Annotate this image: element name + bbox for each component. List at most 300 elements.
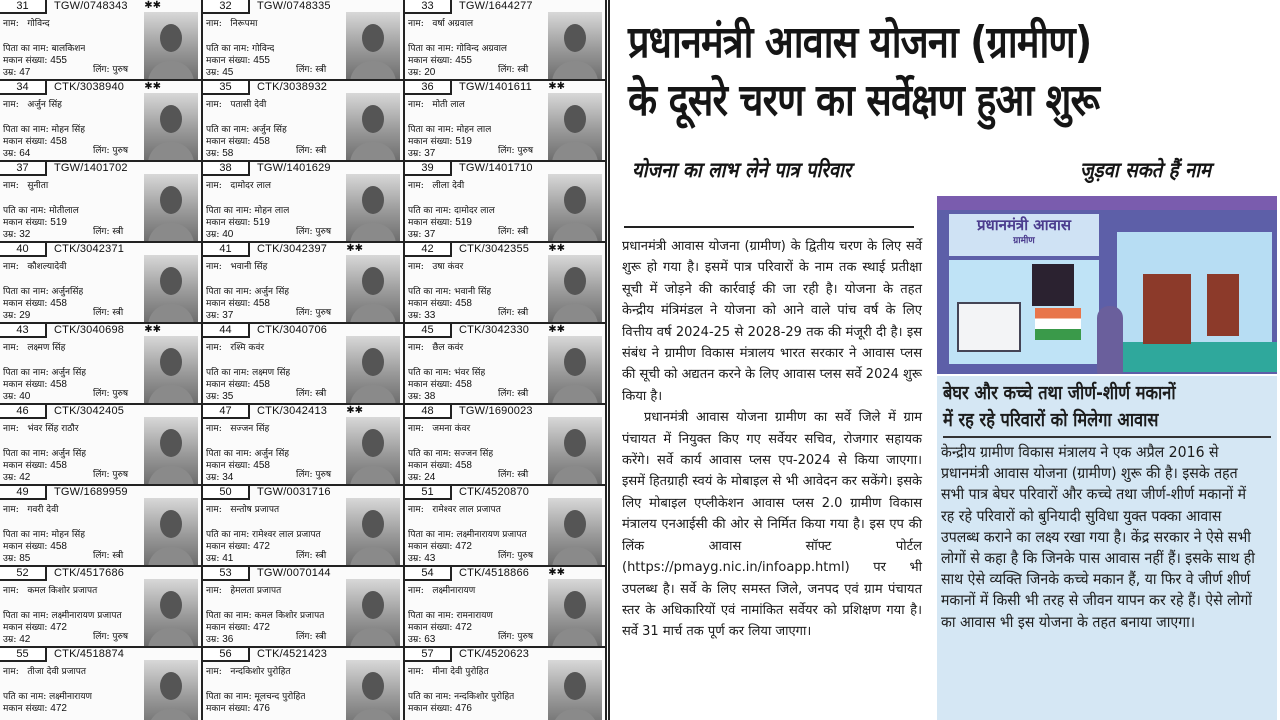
voter-name: नाम: निरूपमा — [206, 19, 258, 29]
epic-number: CTK/3038940 — [54, 81, 125, 93]
relation-name: पति का नाम: गोविन्द — [206, 44, 275, 54]
voter-card — [203, 324, 405, 405]
serial-number: 48 — [405, 405, 452, 419]
photo-body-shape — [350, 628, 396, 646]
epic-number: CTK/4521423 — [257, 648, 328, 660]
house-number: मकान संख्या: 519 — [3, 217, 67, 228]
serial-number: 57 — [405, 648, 452, 662]
epic-number: CTK/3040698 — [54, 324, 125, 336]
voter-gender: लिंग: स्त्री — [93, 227, 124, 237]
voter-gender: लिंग: स्त्री — [498, 65, 529, 75]
photo-body-shape — [350, 142, 396, 160]
photo-body-shape — [552, 142, 598, 160]
relation-name: पिता का नाम: अर्जुन सिंह — [3, 449, 87, 459]
photo-head-shape — [160, 591, 182, 619]
voter-gender: लिंग: पुरुष — [93, 389, 129, 399]
photo-head-shape — [362, 267, 384, 295]
photo-body-shape — [148, 223, 194, 241]
photo-body-shape — [552, 466, 598, 484]
voter-card — [0, 648, 203, 720]
photo-body-shape — [552, 304, 598, 322]
house-roof — [937, 196, 1277, 210]
voter-name: नाम: गवरी देवी — [3, 505, 59, 515]
voter-age: उम्र: 20 — [408, 67, 436, 78]
serial-number: 54 — [405, 567, 452, 581]
serial-number: 53 — [203, 567, 250, 581]
epic-number: TGW/0748335 — [257, 0, 331, 12]
voter-name: नाम: गोविन्द — [3, 19, 50, 29]
voter-photo — [346, 255, 400, 322]
sidebar-title: बेघर और कच्चे तथा जीर्ण-शीर्ण मकानों में रह रहे परिवारों को मिलेगा आवास — [943, 382, 1176, 431]
relation-name: पिता का नाम: कमल किशोर प्रजापत — [206, 611, 325, 621]
voter-age: उम्र: 42 — [3, 634, 31, 645]
house-number: मकान संख्या: 455 — [206, 55, 270, 66]
relation-name: पति का नाम: सज्जन सिंह — [408, 449, 494, 459]
photo-head-shape — [362, 105, 384, 133]
house-number: मकान संख्या: 458 — [408, 379, 472, 390]
serial-number: 51 — [405, 486, 452, 500]
voter-gender: लिंग: पुरुष — [93, 632, 129, 642]
voter-age: उम्र: 37 — [408, 148, 436, 159]
voter-card — [203, 81, 405, 162]
voter-gender: लिंग: स्त्री — [498, 470, 529, 480]
voter-card — [203, 648, 405, 720]
voter-name: नाम: मीना देवी पुरोहित — [408, 667, 489, 677]
photo-body-shape — [148, 304, 194, 322]
photo-body-shape — [552, 709, 598, 720]
voter-card — [405, 162, 607, 243]
photo-body-shape — [350, 709, 396, 720]
photo-head-shape — [160, 672, 182, 700]
voter-photo — [548, 579, 602, 646]
house-door — [1143, 274, 1191, 344]
photo-head-shape — [564, 348, 586, 376]
serial-number: 45 — [405, 324, 452, 338]
sidebar-body: केन्द्रीय ग्रामीण विकास मंत्रालय ने एक अप्रैल 2016 से प्रधानमंत्री आवास योजना (ग्रामीण) शुरू की है। इसके तहत सभी पात्र बेघर परिवारों और कच्चे तथा जीर्ण-शीर्ण मकानों में रह रहे परिवारों को बुनियादी सुविधा युक्त पक्का आवास उपलब्ध कराने का लक्ष्य रखा गया है। केंद्र सरकार ने ऐसे सभी लोगों से कहा है कि जिनके पास आवास नहीं हैं। इसके साथ ही साथ ऐसे व्यक्ति जिनके कच्चे मकान हैं, या फिर वे जीर्ण शीर्ण मकानों में किसी भी तरह से जीवन यापन कर रहे हैं। ऐसे लोगों का आवास भी इस योजना के तहत बनाया जाएगा। — [941, 443, 1255, 631]
voter-gender: लिंग: पुरुष — [296, 308, 332, 318]
house-number: मकान संख्या: 458 — [408, 460, 472, 471]
subheading-left: योजना का लाभ लेने पात्र परिवार — [632, 158, 852, 182]
voter-photo — [346, 579, 400, 646]
voter-list-grid — [0, 0, 610, 720]
serial-number: 38 — [203, 162, 250, 176]
photo-head-shape — [160, 267, 182, 295]
voter-gender: लिंग: स्त्री — [498, 308, 529, 318]
epic-number: CTK/4517686 — [54, 567, 125, 579]
photo-body-shape — [148, 142, 194, 160]
voter-gender: लिंग: स्त्री — [296, 551, 327, 561]
house-number: मकान संख्या: 455 — [3, 55, 67, 66]
photo-body-shape — [350, 304, 396, 322]
voter-gender: लिंग: स्त्री — [93, 308, 124, 318]
voter-gender: लिंग: स्त्री — [296, 146, 327, 156]
voter-gender: लिंग: स्त्री — [93, 551, 124, 561]
epic-number: CTK/4520623 — [459, 648, 530, 660]
voter-card — [405, 0, 607, 81]
voter-name: नाम: लीला देवी — [408, 181, 465, 191]
serial-number: 55 — [0, 648, 47, 662]
duplicate-mark-icon: ✱✱ — [548, 324, 565, 335]
voter-age: उम्र: 63 — [408, 634, 436, 645]
epic-number: CTK/3042413 — [257, 405, 328, 417]
photo-head-shape — [564, 510, 586, 538]
photo-head-shape — [362, 348, 384, 376]
house-number: मकान संख्या: 472 — [3, 703, 67, 714]
voter-age: उम्र: 37 — [206, 310, 234, 321]
house-number: मकान संख्या: 458 — [3, 379, 67, 390]
relation-name: पिता का नाम: अर्जुन सिंह — [3, 368, 87, 378]
photo-body-shape — [552, 628, 598, 646]
voter-name: नाम: छैल कवंर — [408, 343, 464, 353]
serial-number: 36 — [405, 81, 452, 95]
photo-head-shape — [564, 267, 586, 295]
voter-gender: लिंग: पुरुष — [93, 65, 129, 75]
voter-photo — [144, 12, 198, 79]
voter-gender: लिंग: स्त्री — [498, 227, 529, 237]
photo-body-shape — [350, 61, 396, 79]
voter-gender: लिंग: स्त्री — [296, 65, 327, 75]
serial-number: 33 — [405, 0, 452, 14]
photo-head-shape — [160, 429, 182, 457]
voter-photo — [144, 498, 198, 565]
serial-number: 42 — [405, 243, 452, 257]
voter-photo — [144, 93, 198, 160]
voter-age: उम्र: 40 — [206, 229, 234, 240]
house-number: मकान संख्या: 519 — [408, 136, 472, 147]
photo-head-shape — [362, 510, 384, 538]
photo-body-shape — [552, 385, 598, 403]
voter-name: नाम: पतासी देवी — [206, 100, 267, 110]
duplicate-mark-icon: ✱✱ — [548, 243, 565, 254]
voter-name: नाम: रामेश्वर लाल प्रजापत — [408, 505, 501, 515]
epic-number: TGW/1401629 — [257, 162, 331, 174]
voter-card — [203, 162, 405, 243]
house-window — [1032, 264, 1074, 306]
photo-head-shape — [564, 591, 586, 619]
photo-head-shape — [564, 24, 586, 52]
voter-card — [0, 162, 203, 243]
house-number: मकान संख्या: 476 — [408, 703, 472, 714]
epic-number: CTK/3040706 — [257, 324, 328, 336]
voter-gender: लिंग: स्त्री — [498, 389, 529, 399]
voter-age: उम्र: 35 — [206, 391, 234, 402]
voter-photo — [346, 417, 400, 484]
voter-card — [203, 0, 405, 81]
house-number: मकान संख्या: 472 — [408, 622, 472, 633]
voter-age: उम्र: 64 — [3, 148, 31, 159]
photo-head-shape — [564, 186, 586, 214]
house-sign: प्रधानमंत्री आवास ग्रामीण — [949, 214, 1099, 256]
epic-number: CTK/3042397 — [257, 243, 328, 255]
voter-photo — [144, 660, 198, 720]
epic-number: TGW/0031716 — [257, 486, 331, 498]
voter-age: उम्र: 45 — [206, 67, 234, 78]
relation-name: पति का नाम: भवानी सिंह — [408, 287, 492, 297]
voter-photo — [144, 174, 198, 241]
photo-head-shape — [362, 24, 384, 52]
voter-card — [0, 405, 203, 486]
column-divider-rule — [624, 226, 914, 228]
photo-body-shape — [552, 61, 598, 79]
voter-photo — [548, 336, 602, 403]
epic-number: TGW/0070144 — [257, 567, 331, 579]
voter-name: नाम: तीजा देवी प्रजापत — [3, 667, 87, 677]
voter-photo — [548, 174, 602, 241]
voter-card — [405, 648, 607, 720]
house-number: मकान संख्या: 458 — [3, 298, 67, 309]
epic-number: CTK/4520870 — [459, 486, 530, 498]
voter-name: नाम: कौशल्यादेवी — [3, 262, 67, 272]
voter-name: नाम: भवानी सिंह — [206, 262, 268, 272]
voter-name: नाम: भंवर सिंह राठौर — [3, 424, 79, 434]
relation-name: पिता का नाम: लक्ष्मीनारायण प्रजापत — [3, 611, 122, 621]
voter-card — [0, 486, 203, 567]
photo-head-shape — [362, 186, 384, 214]
photo-body-shape — [552, 547, 598, 565]
photo-body-shape — [350, 385, 396, 403]
house-number: मकान संख्या: 472 — [3, 622, 67, 633]
voter-photo — [548, 255, 602, 322]
photo-body-shape — [148, 61, 194, 79]
voter-age: उम्र: 29 — [3, 310, 31, 321]
voter-gender: लिंग: पुरुष — [498, 551, 534, 561]
voter-age: उम्र: 24 — [408, 472, 436, 483]
epic-number: CTK/3042330 — [459, 324, 530, 336]
epic-number: TGW/1644277 — [459, 0, 533, 12]
voter-gender: लिंग: पुरुष — [498, 146, 534, 156]
voter-age: उम्र: 40 — [3, 391, 31, 402]
voter-age: उम्र: 37 — [408, 229, 436, 240]
house-number: मकान संख्या: 476 — [206, 703, 270, 714]
voter-age: उम्र: 42 — [3, 472, 31, 483]
voter-photo — [548, 12, 602, 79]
photo-body-shape — [148, 385, 194, 403]
photo-head-shape — [160, 510, 182, 538]
voter-card — [0, 243, 203, 324]
voter-name: नाम: लक्ष्मण सिंह — [3, 343, 66, 353]
voter-card — [0, 324, 203, 405]
voter-card — [405, 324, 607, 405]
voter-age: उम्र: 58 — [206, 148, 234, 159]
voter-photo — [144, 255, 198, 322]
voter-gender: लिंग: पुरुष — [498, 632, 534, 642]
serial-number: 31 — [0, 0, 47, 14]
relation-name: पति का नाम: लक्ष्मण सिंह — [206, 368, 291, 378]
voter-card — [203, 243, 405, 324]
photo-head-shape — [362, 672, 384, 700]
voter-card — [405, 243, 607, 324]
voter-card — [405, 486, 607, 567]
voter-photo — [548, 417, 602, 484]
photo-body-shape — [148, 709, 194, 720]
serial-number: 46 — [0, 405, 47, 419]
serial-number: 49 — [0, 486, 47, 500]
relation-name: पति का नाम: अर्जुन सिंह — [206, 125, 287, 135]
voter-age: उम्र: 41 — [206, 553, 234, 564]
serial-number: 34 — [0, 81, 47, 95]
house-number: मकान संख्या: 519 — [408, 217, 472, 228]
epic-number: CTK/4518874 — [54, 648, 125, 660]
person-figure — [1097, 306, 1123, 374]
epic-number: TGW/1689959 — [54, 486, 128, 498]
voter-name: नाम: कमल किशोर प्रजापत — [3, 586, 98, 596]
voter-age: उम्र: 32 — [3, 229, 31, 240]
house-wall-right — [1117, 232, 1272, 352]
voter-name: नाम: सन्तोष प्रजापत — [206, 505, 280, 515]
epic-number: CTK/4518866 — [459, 567, 530, 579]
duplicate-mark-icon: ✱✱ — [144, 81, 161, 92]
voter-name: नाम: दामोदर लाल — [206, 181, 272, 191]
voter-card — [0, 0, 203, 81]
voter-name: नाम: वर्षा अग्रवाल — [408, 19, 474, 29]
relation-name: पति का नाम: लक्ष्मीनारायण — [3, 692, 93, 702]
epic-number: CTK/3042371 — [54, 243, 125, 255]
voter-gender: लिंग: पुरुष — [296, 470, 332, 480]
house-number: मकान संख्या: 458 — [3, 541, 67, 552]
voter-age: उम्र: 34 — [206, 472, 234, 483]
relation-name: पिता का नाम: रामनारायण — [408, 611, 493, 621]
relation-name: पिता का नाम: अर्जुनसिंह — [3, 287, 84, 297]
photo-head-shape — [160, 348, 182, 376]
sidebar-title-underline — [943, 436, 1271, 438]
serial-number: 50 — [203, 486, 250, 500]
voter-age: उम्र: 33 — [408, 310, 436, 321]
voter-card — [405, 405, 607, 486]
relation-name: पिता का नाम: मोहन लाल — [408, 125, 492, 135]
voter-photo — [548, 498, 602, 565]
article-headline — [628, 14, 1178, 130]
voter-age: उम्र: 47 — [3, 67, 31, 78]
house-plaque — [957, 302, 1021, 352]
relation-name: पिता का नाम: मोहन लाल — [206, 206, 290, 216]
photo-body-shape — [148, 628, 194, 646]
voter-photo — [144, 417, 198, 484]
epic-number: CTK/3042355 — [459, 243, 530, 255]
voter-name: नाम: अर्जुन सिंह — [3, 100, 62, 110]
serial-number: 41 — [203, 243, 250, 257]
relation-name: पिता का नाम: अर्जुन सिंह — [206, 449, 290, 459]
house-number: मकान संख्या: 458 — [206, 379, 270, 390]
relation-name: पिता का नाम: मोहन सिंह — [3, 125, 86, 135]
duplicate-mark-icon: ✱✱ — [548, 567, 565, 578]
duplicate-mark-icon: ✱✱ — [144, 324, 161, 335]
duplicate-mark-icon: ✱✱ — [548, 81, 565, 92]
duplicate-mark-icon: ✱✱ — [346, 243, 363, 254]
voter-photo — [548, 93, 602, 160]
photo-body-shape — [552, 223, 598, 241]
house-number: मकान संख्या: 458 — [3, 136, 67, 147]
duplicate-mark-icon: ✱✱ — [144, 0, 161, 11]
serial-number: 37 — [0, 162, 47, 176]
photo-head-shape — [160, 186, 182, 214]
serial-number: 32 — [203, 0, 250, 14]
voter-gender: लिंग: स्त्री — [296, 632, 327, 642]
photo-head-shape — [564, 672, 586, 700]
article-paragraph-1: प्रधानमंत्री आवास योजना (ग्रामीण) के द्वितीय चरण के लिए सर्वे शुरू हो गया है। इसमें पात्र परिवारों के नाम तक स्थाई प्रतीक्षा सूची में जोड़ने की कार्रवाई की जा रही है। योजना के तहत केन्द्रीय मंत्रिमंडल ने योजना को आने वाले पांच वर्ष के लिए वित्तीय वर्ष 2024-25 से 2028-29 तक की मंजूरी दी है। इस संबंध ने ग्रामीण विकास मंत्रालय भारत सरकार ने आवास प्लस की सूची को अद्यतन करने के लिए आवास प्लस सर्वे 2024 शुरू किया है। — [622, 239, 922, 404]
news-article — [612, 0, 1280, 720]
relation-name: पिता का नाम: लक्ष्मीनारायण प्रजापत — [408, 530, 527, 540]
relation-name: पिता का नाम: बालकिशन — [3, 44, 86, 54]
relation-name: पिता का नाम: मोहन सिंह — [3, 530, 86, 540]
house-door — [1207, 274, 1239, 336]
voter-name: नाम: नन्दकिशोर पुरोहित — [206, 667, 291, 677]
house-number: मकान संख्या: 519 — [206, 217, 270, 228]
voter-name: नाम: सुनीता — [3, 181, 49, 191]
voter-name: नाम: रश्मि कवंर — [206, 343, 265, 353]
pmay-house-photo — [937, 196, 1277, 374]
sidebar-box — [937, 376, 1277, 720]
voter-card — [203, 405, 405, 486]
relation-name: पति का नाम: नन्दकिशोर पुरोहित — [408, 692, 515, 702]
voter-card — [405, 81, 607, 162]
photo-head-shape — [362, 591, 384, 619]
epic-number: TGW/0748343 — [54, 0, 128, 12]
voter-name: नाम: जमना कंवर — [408, 424, 471, 434]
voter-gender: लिंग: पुरुष — [296, 227, 332, 237]
photo-body-shape — [350, 547, 396, 565]
voter-card — [0, 567, 203, 648]
house-number: मकान संख्या: 472 — [206, 622, 270, 633]
voter-card — [0, 81, 203, 162]
voter-photo — [548, 660, 602, 720]
voter-name: नाम: लक्ष्मीनारायण — [408, 586, 476, 596]
voter-age: उम्र: 43 — [408, 553, 436, 564]
epic-number: TGW/1401710 — [459, 162, 533, 174]
epic-number: TGW/1401611 — [459, 81, 532, 93]
relation-name: पिता का नाम: गोविन्द अग्रवाल — [408, 44, 508, 54]
relation-name: पति का नाम: दामोदर लाल — [408, 206, 495, 216]
relation-name: पिता का नाम: अर्जुन सिंह — [206, 287, 290, 297]
epic-number: CTK/3042405 — [54, 405, 125, 417]
voter-gender: लिंग: स्त्री — [296, 389, 327, 399]
photo-body-shape — [148, 466, 194, 484]
duplicate-mark-icon: ✱✱ — [346, 405, 363, 416]
photo-head-shape — [564, 105, 586, 133]
voter-card — [203, 567, 405, 648]
headline-line-2: के दूसरे चरण का सर्वेक्षण हुआ शुरू — [628, 75, 1100, 126]
house-number: मकान संख्या: 455 — [408, 55, 472, 66]
voter-photo — [346, 174, 400, 241]
voter-photo — [144, 336, 198, 403]
voter-name: नाम: उषा कंवर — [408, 262, 464, 272]
serial-number: 39 — [405, 162, 452, 176]
voter-age: उम्र: 36 — [206, 634, 234, 645]
photo-body-shape — [350, 223, 396, 241]
serial-number: 52 — [0, 567, 47, 581]
photo-head-shape — [362, 429, 384, 457]
epic-number: TGW/1401702 — [54, 162, 128, 174]
epic-number: TGW/1690023 — [459, 405, 533, 417]
relation-name: पति का नाम: मोतीलाल — [3, 206, 79, 216]
house-number: मकान संख्या: 458 — [3, 460, 67, 471]
tricolor-flag-icon — [1035, 308, 1081, 340]
serial-number: 35 — [203, 81, 250, 95]
house-floor — [1117, 342, 1277, 372]
serial-number: 56 — [203, 648, 250, 662]
photo-body-shape — [148, 547, 194, 565]
house-number: मकान संख्या: 472 — [206, 541, 270, 552]
voter-age: उम्र: 85 — [3, 553, 31, 564]
voter-card — [405, 567, 607, 648]
voter-gender: लिंग: पुरुष — [93, 146, 129, 156]
house-number: मकान संख्या: 458 — [408, 298, 472, 309]
voter-photo — [346, 498, 400, 565]
headline-line-1: प्रधानमंत्री आवास योजना (ग्रामीण) — [628, 17, 1092, 68]
serial-number: 47 — [203, 405, 250, 419]
voter-card — [203, 486, 405, 567]
voter-photo — [346, 336, 400, 403]
serial-number: 43 — [0, 324, 47, 338]
